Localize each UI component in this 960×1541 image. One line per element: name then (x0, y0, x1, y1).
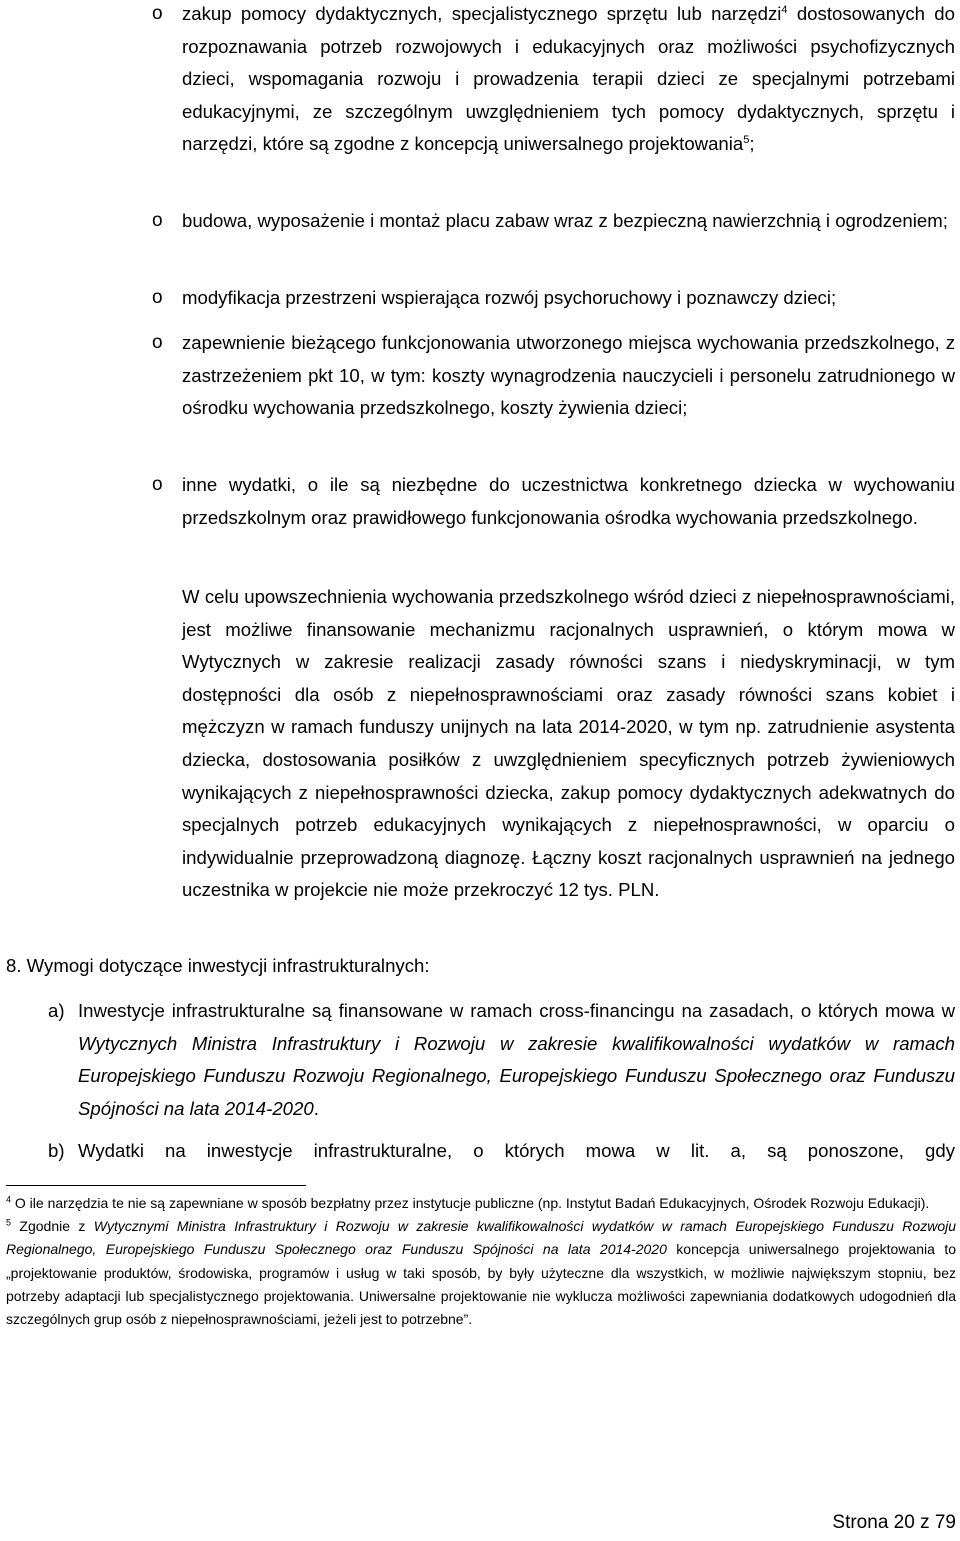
guideline-title: Wytycznymi Ministra Infrastruktury i Rozwoju w zakresie kwalifikowalności wydatków w ramach Europejskiego Funduszu Rozwoju Regionalnego, Europejskiego Funduszu Społecznego oraz Funduszu Spójności na lata 2014-2020 (6, 1218, 956, 1258)
list-item-text: modyfikacja przestrzeni wspierająca rozwój psychoruchowy i poznawczy dzieci; (182, 287, 837, 308)
sub-item-text: Wydatki na inwestycje infrastrukturalne, o których mowa w lit. a, są ponoszone, gdy (78, 1140, 955, 1161)
footnote: $^5$ Zgodnie z Wytycznymi Ministra Infrastruktury i Rozwoju w zakresie kwalifikowalności wydatków w ramach Europejskiego Funduszu Rozwoju Regionalnego, Europejskiego Funduszu Społecznego oraz Funduszu Spójności na lata 2014-2020 koncepcja uniwersalnego projektowania to „projektowanie produktów, środowiska, programów i usług w taki sposób, by były użyteczne dla wszystkich, w możliwie największym stopniu, bez potrzeby adaptacji lub specjalistycznego projektowania. Uniwersalne projektowanie nie wyklucza możliwości zapewniania dodatkowych udogodnień dla szczególnych grup osób z niepełnosprawnościami, jeżeli jest to potrzebne”. (6, 1217, 956, 1328)
bullet-marker: o (152, 474, 163, 495)
body-paragraph: W celu upowszechnienia wychowania przedszkolnego wśród dzieci z niepełnosprawnościami, jest możliwe finansowanie mechanizmu racjonalnych usprawnień, o którym mowa w Wytycznych w zakresie realizacji zasady równości szans i niedyskryminacji, w tym dostępności dla osób z niepełnosprawnościami oraz zasady równości szans kobiet i mężczyzn w ramach funduszy unijnych na lata 2014-2020, w tym np. zatrudnienie asystenta dziecka, dostosowania posiłków z uwzględnieniem specyficznych potrzeb żywieniowych wynikających z niepełnosprawności dziecka, zakup pomocy dydaktycznych adekwatnych do specjalnych potrzeb edukacyjnych wynikających z niepełnosprawności, w oparciu o indywidualnie przeprowadzoną diagnozę. Łączny koszt racjonalnych usprawnień na jednego uczestnika w projekcie nie może przekroczyć 12 tys. PLN. (182, 586, 955, 901)
footnote-reference[interactable]: 4 (781, 3, 788, 16)
footnotes (6, 1192, 956, 1331)
section-heading: 8. Wymogi dotyczące inwestycji infrastrukturalnych: (6, 955, 430, 976)
bullet-marker: o (152, 210, 163, 231)
list-item-text: inne wydatki, o ile są niezbędne do uczestnictwa konkretnego dziecka w wychowaniu przedszkolnym oraz prawidłowego funkcjonowania ośrodka wychowania przedszkolnego. (182, 474, 955, 528)
footnote-number: 4 (6, 1194, 12, 1205)
footnote-number: 5 (6, 1217, 12, 1228)
sub-item-letter: b) (48, 1140, 65, 1161)
bullet-marker: o (152, 3, 163, 24)
list-item-text: budowa, wyposażenie i montaż placu zabaw wraz z bezpieczną nawierzchnią i ogrodzeniem; (182, 210, 948, 231)
sub-item-text: Inwestycje infrastrukturalne są finansowane w ramach cross-financingu na zasadach, o których mowa w Wytycznych Ministra Infrastruktury i Rozwoju w zakresie kwalifikowalności wydatków w ramach Europejskiego Funduszu Rozwoju Regionalnego, Europejskiego Funduszu Społecznego oraz Funduszu Spójności na lata 2014-2020. (78, 1000, 955, 1119)
footnote-reference[interactable]: 5 (743, 133, 750, 146)
guideline-title: Wytycznych Ministra Infrastruktury i Rozwoju w zakresie kwalifikowalności wydatków w ramach Europejskiego Funduszu Rozwoju Regionalnego, Europejskiego Funduszu Społecznego oraz Funduszu Spójności na lata 2014-2020 (78, 1032, 955, 1119)
footnote-separator (6, 1185, 306, 1186)
sub-item-letter: a) (48, 1000, 65, 1021)
list-item-text: zapewnienie bieżącego funkcjonowania utworzonego miejsca wychowania przedszkolnego, z zastrzeżeniem pkt 10, w tym: koszty wynagrodzenia nauczycieli i personelu zatrudnionego w ośrodku wychowania przedszkolnego, koszty żywienia dzieci; (182, 332, 955, 418)
page-number: Strona 20 z 79 (832, 1512, 956, 1533)
footnote: $^4$ O ile narzędzia te nie są zapewniane w sposób bezpłatny przez instytucje publiczne (np. Instytut Badań Edukacyjnych, Ośrodek Rozwoju Edukacji). (6, 1194, 930, 1211)
bullet-marker: o (152, 287, 163, 308)
list-item-text: zakup pomocy dydaktycznych, specjalistycznego sprzętu lub narzędzi$^4$ dostosowanych do rozpoznawania potrzeb rozwojowych i edukacyjnych oraz możliwości psychofizycznych dzieci, wspomagania rozwoju i prowadzenia terapii dzieci ze specjalnymi potrzebami edukacyjnymi, ze szczególnym uwzględnieniem tych pomocy dydaktycznych, sprzętu i narzędzi, które są zgodne z koncepcją uniwersalnego projektowania$^5$; (182, 3, 955, 154)
bullet-marker: o (152, 332, 163, 353)
